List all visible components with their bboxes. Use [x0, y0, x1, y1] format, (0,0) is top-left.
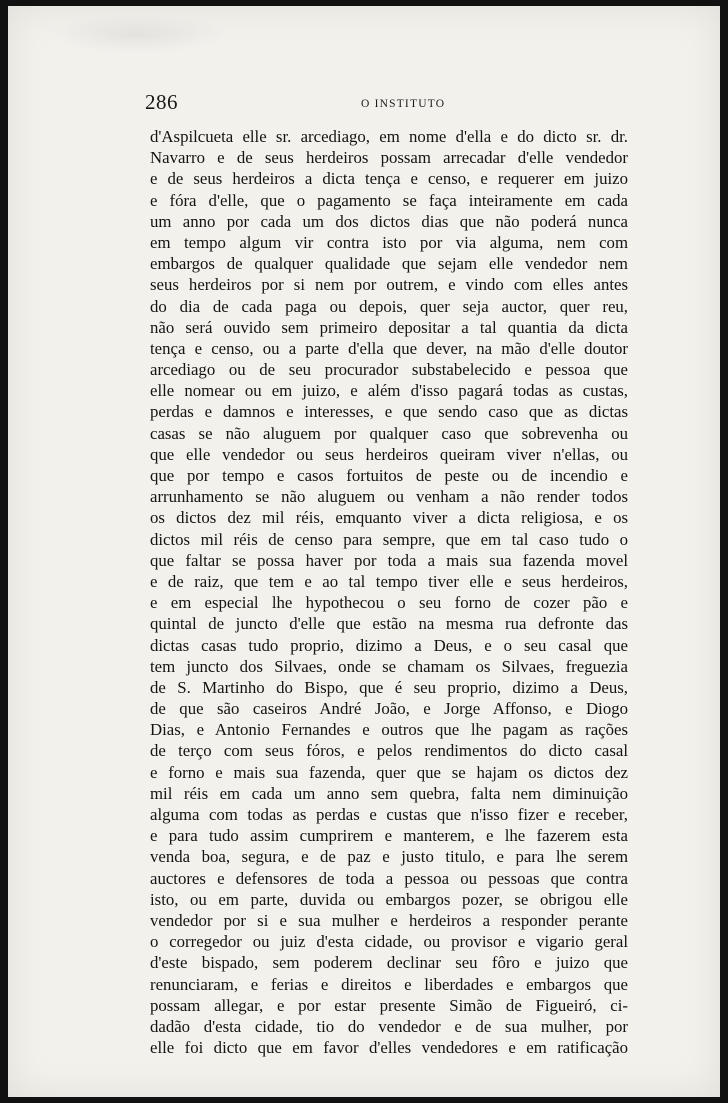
text-line: que faltar se possa haver por toda a mais sua fazenda movel — [150, 550, 628, 570]
text-line: do dia de cada paga ou depois, quer seja auctor, quer reu, — [150, 296, 628, 316]
text-line: tença e censo, ou a parte d'ella que dever, na mão d'elle doutor — [150, 338, 628, 358]
scan-smudge — [48, 14, 228, 54]
text-line: e de seus herdeiros a dicta tença e censo, e requerer em juizo — [150, 169, 628, 189]
text-line: que elle vendedor ou seus herdeiros queiram viver n'ellas, ou — [150, 444, 628, 464]
running-title: O INSTITUTO — [361, 98, 446, 110]
page-number: 286 — [145, 90, 178, 114]
text-line: renunciaram, e ferias e direitos e liberdades e embargos que — [150, 974, 628, 994]
text-line: e em especial lhe hypothecou o seu forno de cozer pão e — [150, 593, 628, 613]
text-line: de S. Martinho do Bispo, que é seu proprio, dizimo a Deus, — [150, 677, 628, 697]
text-line: e forno e mais sua fazenda, quer que se hajam os dictos dez — [150, 762, 628, 782]
text-line: elle nomear ou em juizo, e além d'isso pagará todas as custas, — [150, 381, 628, 401]
text-line: isto, ou em parte, duvida ou embargos pozer, se obrigou elle — [150, 889, 628, 909]
text-line: vendedor por si e sua mulher e herdeiros a responder perante — [150, 910, 628, 930]
text-line: arcediago ou de seu procurador substabelecido e pessoa que — [150, 360, 628, 380]
text-line: dadão d'esta cidade, tio do vendedor e de sua mulher, por — [150, 1016, 628, 1036]
text-line: o corregedor ou juiz d'esta cidade, ou provisor e vigario geral — [150, 932, 628, 952]
text-line: arrunhamento se não aluguem ou venham a não render todos — [150, 487, 628, 507]
text-line: auctores e defensores de toda a pessoa ou pessoas que contra — [150, 868, 628, 888]
text-line: d'este bispado, sem poderem declinar seu fôro e juizo que — [150, 953, 628, 973]
text-line: Dias, e Antonio Fernandes e outros que lhe pagam as rações — [150, 720, 628, 740]
text-line: d'Aspilcueta elle sr. arcediago, em nome d'ella e do dicto sr. dr. — [150, 127, 628, 146]
text-line: de que são caseiros André João, e Jorge Affonso, e Diogo — [150, 699, 628, 719]
text-line: e fóra d'elle, que o pagamento se faça inteiramente em cada — [150, 190, 628, 210]
text-line: em tempo algum vir contra isto por via alguma, nem com — [150, 232, 628, 252]
text-line: dictos mil réis de censo para sempre, que em tal caso tudo o — [150, 529, 628, 549]
text-line: mil réis em cada um anno sem quebra, falta nem diminuição — [150, 783, 628, 803]
text-line: seus herdeiros por si nem por outrem, e vindo com elles antes — [150, 275, 628, 295]
text-line: alguma com todas as perdas e custas que n'isso fizer e receber, — [150, 805, 628, 824]
body-text — [150, 126, 628, 1058]
text-line: elle foi dicto que em favor d'elles vendedores e em ratificação — [150, 1038, 628, 1058]
text-line: que por tempo e casos fortuitos de peste ou de incendio e — [150, 466, 628, 485]
text-line: perdas e damnos e interesses, e que sendo caso que as dictas — [150, 402, 628, 422]
text-line: casas se não aluguem por qualquer caso que sobrevenha ou — [150, 423, 628, 443]
text-line: de terço com seus fóros, e pelos rendimentos do dicto casal — [150, 741, 628, 761]
text-line: quintal de juncto d'elle que estão na mesma rua defronte das — [150, 614, 628, 634]
text-line: embargos de qualquer qualidade que sejam elle vendedor nem — [150, 254, 628, 274]
text-line: um anno por cada um dos dictos dias que não poderá nunca — [150, 211, 628, 231]
text-line: possam allegar, e por estar presente Simão de Figueiró, ci- — [150, 995, 628, 1015]
text-line: Navarro e de seus herdeiros possam arrecadar d'elle vendedor — [150, 148, 628, 168]
text-line: e para tudo assim cumprirem e manterem, e lhe fazerem esta — [150, 826, 628, 846]
text-line: tem juncto dos Silvaes, onde se chamam os Silvaes, freguezia — [150, 656, 628, 676]
text-line: não será ouvido sem primeiro depositar a tal quantia da dicta — [150, 317, 628, 337]
text-line: venda boa, segura, e de paz e justo titulo, e para lhe serem — [150, 847, 628, 867]
page-header — [145, 90, 635, 118]
text-line: dictas casas tudo proprio, dizimo a Deus, e o seu casal que — [150, 635, 628, 655]
text-line: os dictos dez mil réis, emquanto viver a dicta religiosa, e os — [150, 508, 628, 528]
text-line: e de raiz, que tem e ao tal tempo tiver elle e seus herdeiros, — [150, 571, 628, 591]
